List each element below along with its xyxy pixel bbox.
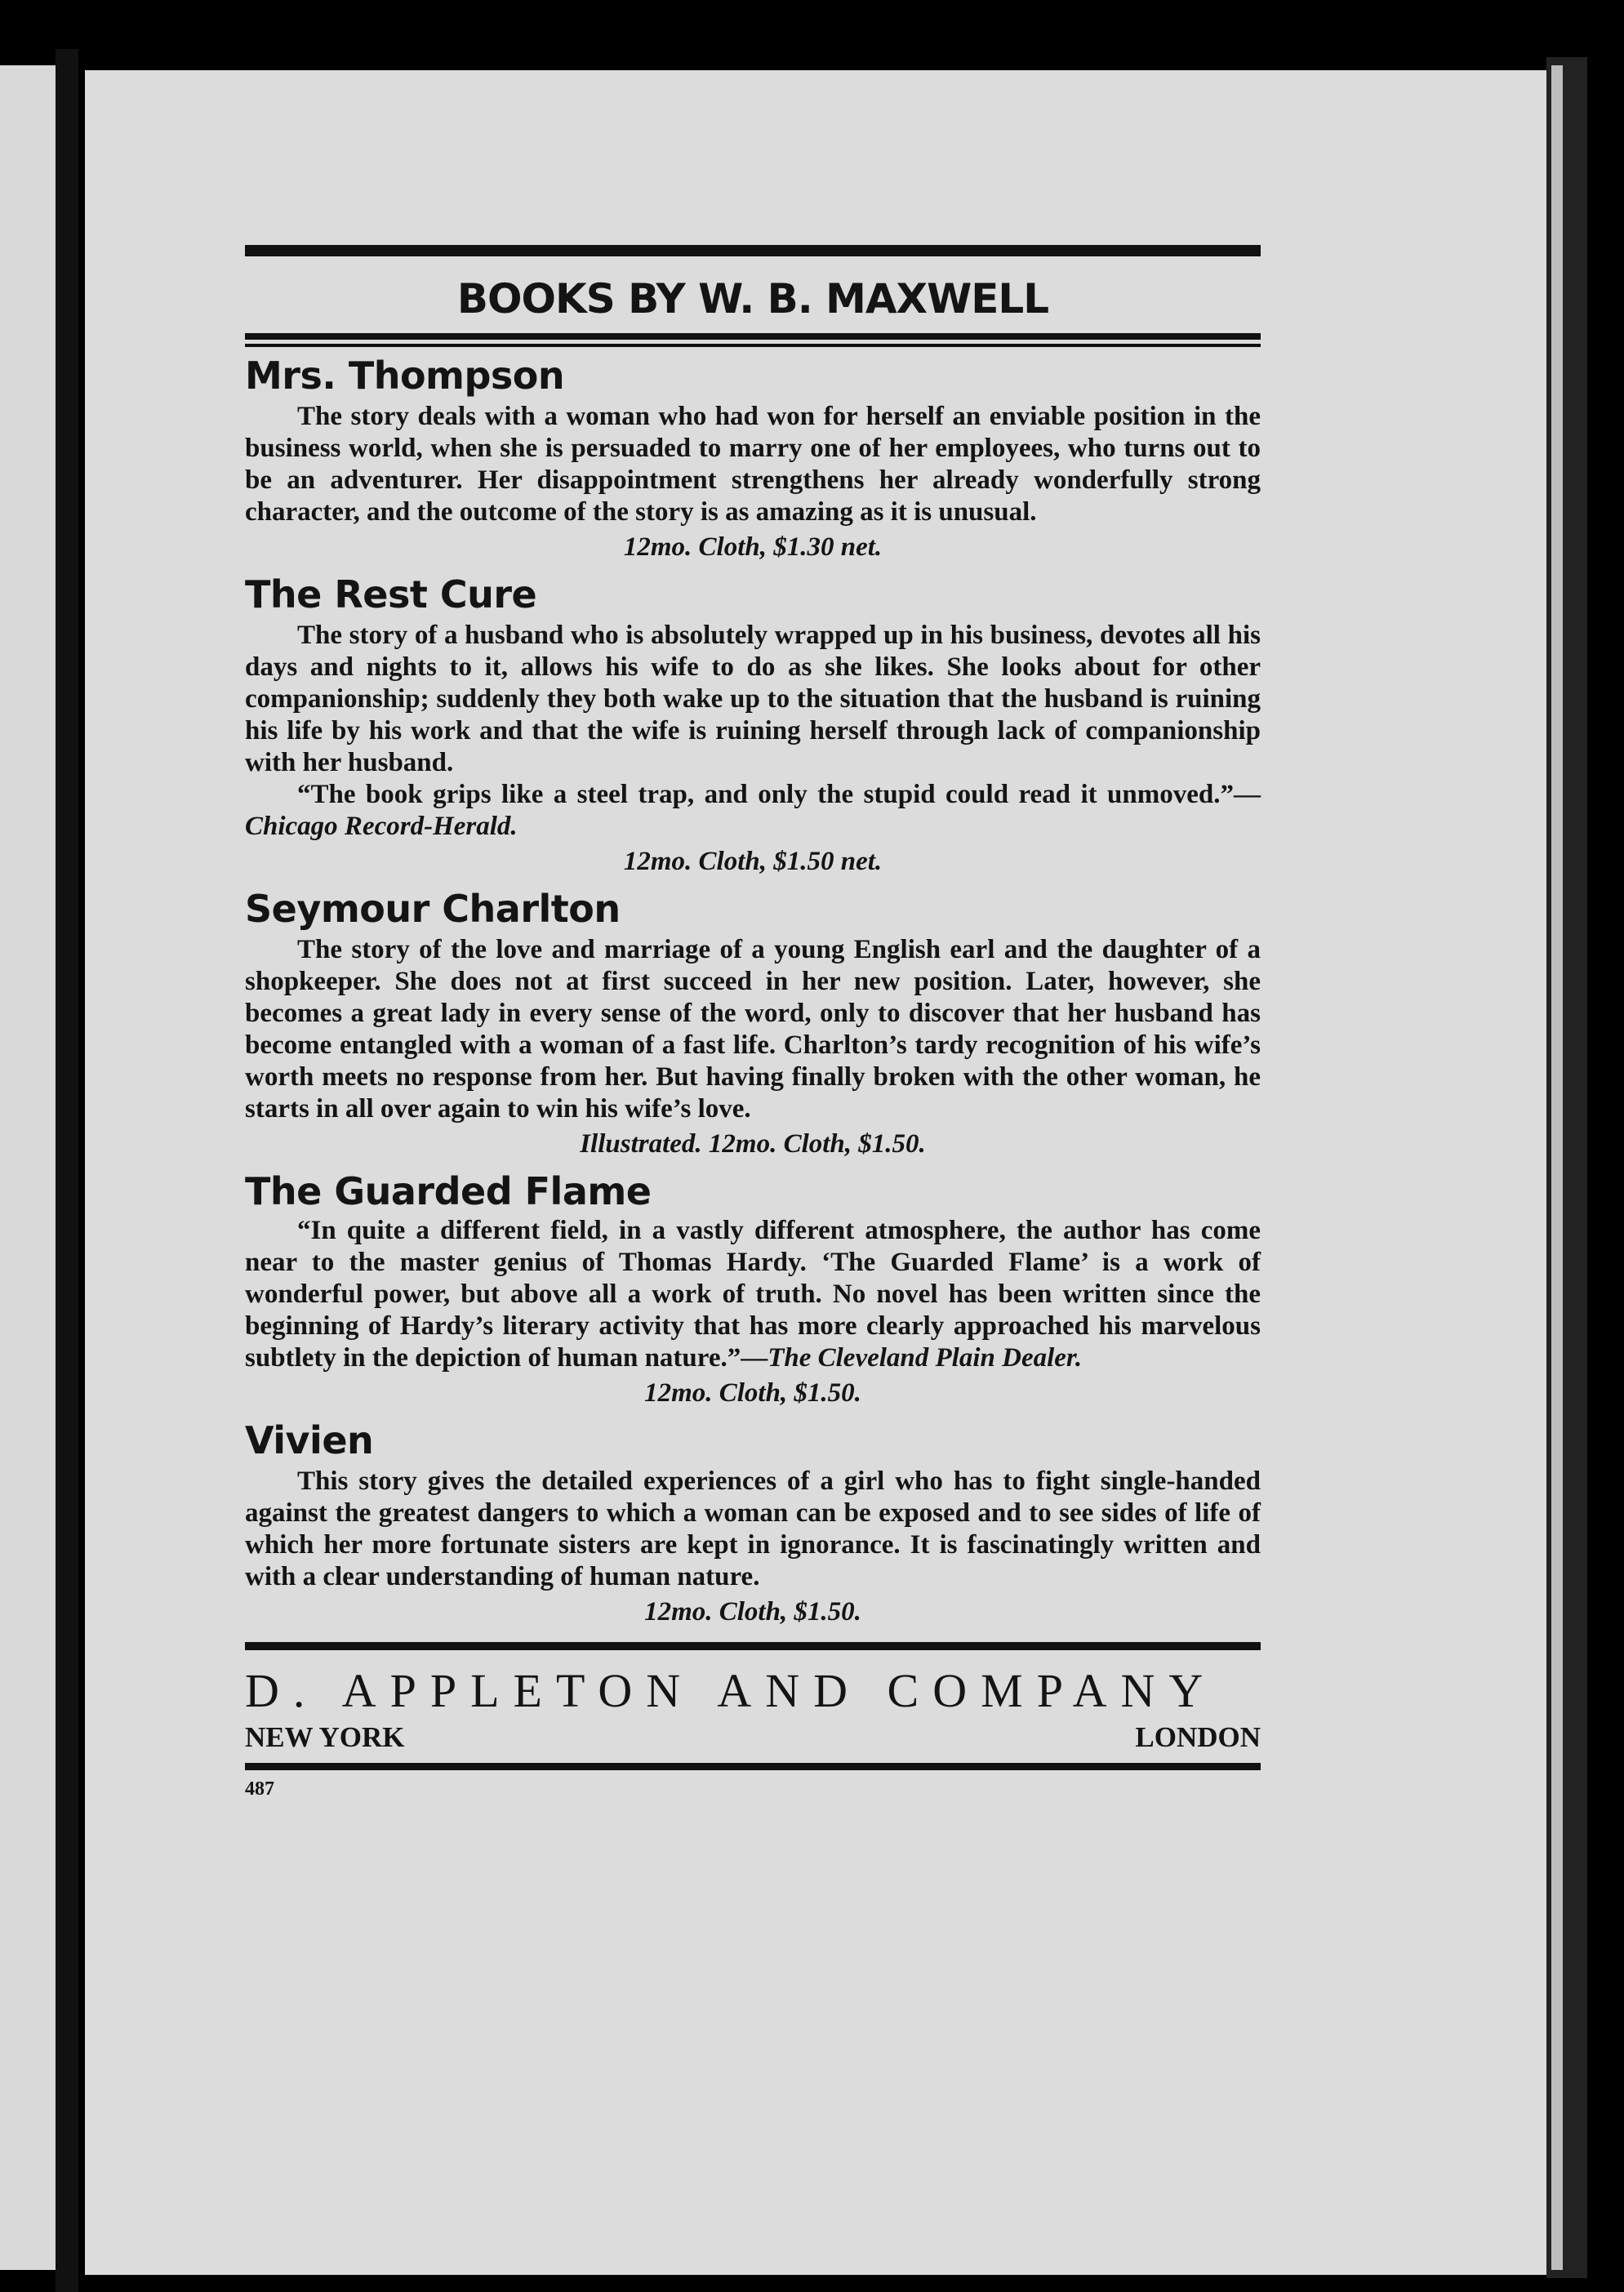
book-price: 12mo. Cloth, $1.30 net.: [623, 532, 883, 562]
publisher-name: D. APPLETON AND COMPANY: [245, 1664, 1217, 1717]
book-binding: [56, 49, 78, 2292]
page-edge-strip: [1551, 65, 1563, 2270]
page-number: 487: [245, 1778, 274, 1800]
quote-text: “In quite a different field, in a vastly different atmosphere, the author has come near to the master genius of Thomas Hardy. ‘The Guarded Flame’ is a work of wonderful power, but above all a work of truth. No novel has been written since the beginning of Hardy’s literary activity that has more clearly approached his marvelous subtlety in the depiction of human nature.”—: [245, 1216, 1261, 1373]
book-price: 12mo. Cloth, $1.50.: [644, 1378, 861, 1408]
book-review-quote: [245, 779, 1261, 843]
page-title: BOOKS BY W. B. MAXWELL: [456, 275, 1049, 323]
header-rule-thin: [245, 344, 1261, 347]
city-new-york: NEW YORK: [245, 1721, 405, 1753]
book-price: Illustrated. 12mo. Cloth, $1.50.: [580, 1129, 926, 1159]
publisher-cities: [245, 1720, 1261, 1755]
left-page-edge: [0, 65, 56, 2270]
footer-rule-bottom: [245, 1763, 1261, 1770]
book-title: The Guarded Flame: [245, 1169, 652, 1213]
advertisement-content: [245, 245, 1261, 1800]
quote-text: “The book grips like a steel trap, and only the stupid could read it unmoved.”—: [297, 780, 1261, 809]
book-title: The Rest Cure: [245, 572, 537, 616]
book-title: Vivien: [245, 1418, 374, 1462]
quote-source: Chicago Record-Herald.: [245, 812, 518, 841]
book-entry-the-guarded-flame: [245, 1168, 1261, 1412]
book-title: Mrs. Thompson: [245, 354, 565, 398]
book-price: 12mo. Cloth, $1.50.: [644, 1597, 861, 1627]
book-description: The story deals with a woman who had won for herself an enviable position in the business world, when she is persuaded to marry one of her employees, who turns out to be an adventurer. Her disappointment strengthens her already wonderfully strong character, and the outcome of the story is as amazing as it is unusual.: [245, 402, 1261, 527]
book-description: This story gives the detailed experiences of a girl who has to fight single-handed against the greatest dangers to which a woman can be exposed and to see sides of life of which her more fortunate sisters are kept in ignorance. It is fascinatingly written and with a clear understanding of human nature.: [245, 1466, 1261, 1591]
book-entry-seymour-charlton: [245, 885, 1261, 1163]
book-price: 12mo. Cloth, $1.50 net.: [623, 847, 883, 876]
book-review-quote: [245, 1215, 1261, 1374]
footer-rule-top: [245, 1642, 1261, 1650]
header-rule-top: [245, 245, 1261, 256]
book-entry-vivien: [245, 1417, 1261, 1631]
quote-source: The Cleveland Plain Dealer.: [768, 1343, 1083, 1373]
book-description: The story of the love and marriage of a young English earl and the daughter of a shopkeeper. She does not at first succeed in her new position. Later, however, she becomes a great lady in every sense of the word, only to discover that her husband has become entangled with a woman of a fast life. Charlton’s tardy recognition of his wife’s worth meets no response from her. But having finally broken with the other woman, he starts in all over again to win his wife’s love.: [245, 935, 1261, 1124]
header-rule-bottom: [245, 333, 1261, 340]
book-entry-mrs-thompson: [245, 352, 1261, 566]
book-title: Seymour Charlton: [245, 887, 621, 931]
city-london: LONDON: [1135, 1721, 1261, 1753]
book-description: The story of a husband who is absolutely wrapped up in his business, devotes all his days and nights to it, allows his wife to do as she likes. She looks about for other companionship; suddenly they both wake up to the situation that the husband is ruining his life by his work and that the wife is ruining herself through lack of companionship with her husband.: [245, 621, 1261, 777]
book-entry-the-rest-cure: [245, 571, 1261, 880]
